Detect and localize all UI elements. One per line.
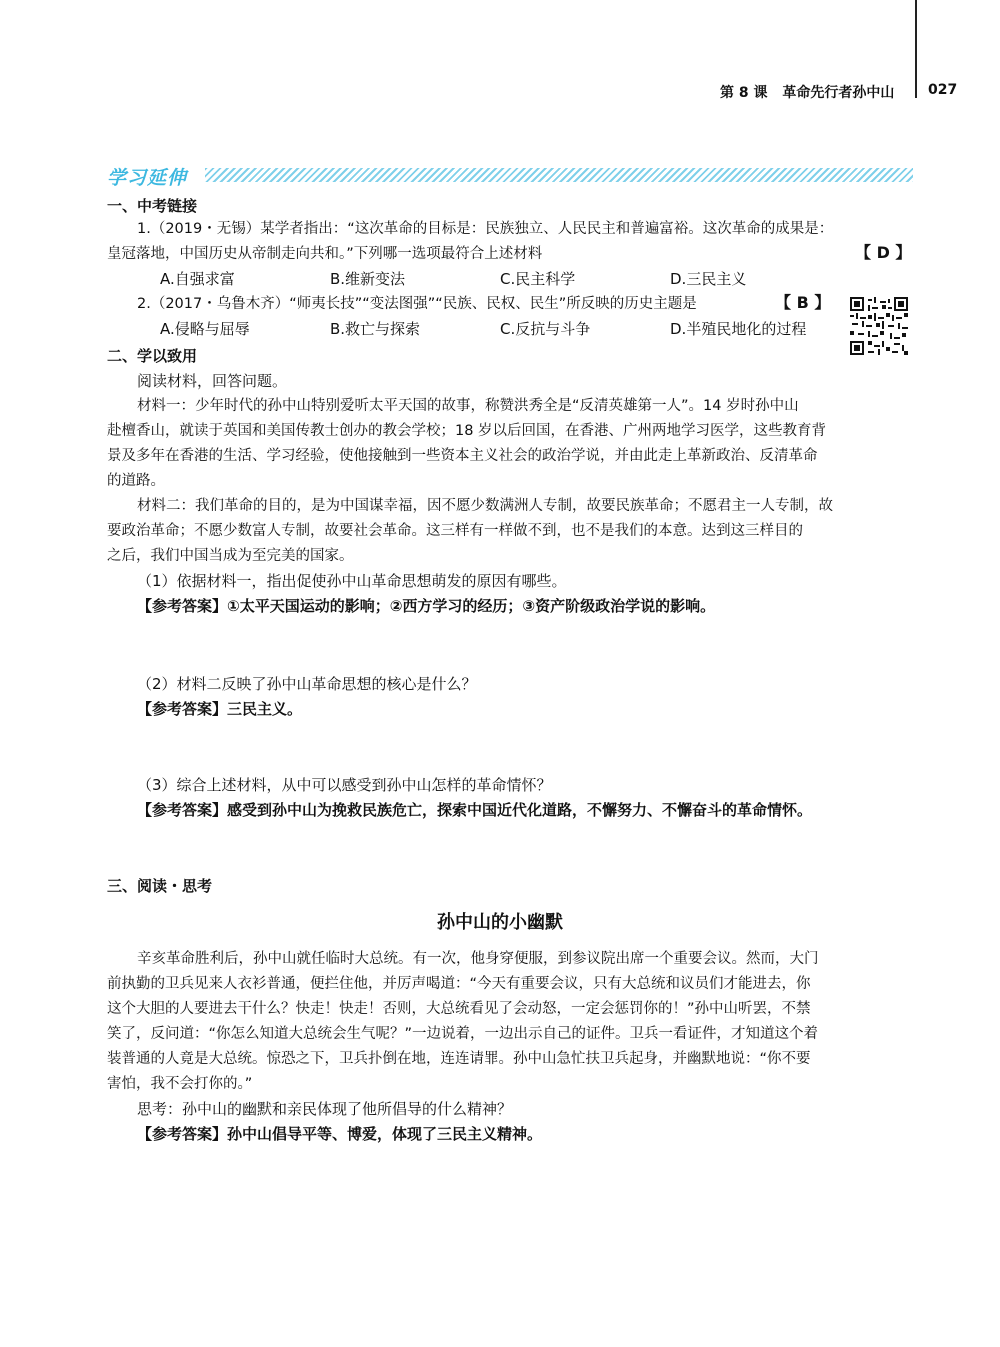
q1-option-d: D.三民主义 (670, 270, 747, 288)
answer-3: 【参考答案】感受到孙中山为挽救民族危亡，探索中国近代化道路，不懈努力、不懈奋斗的革命情怀。 (137, 801, 813, 819)
lesson-number: 第 8 课 (720, 85, 768, 101)
story-line: 前执勤的卫兵见来人衣衫普通，便拦住他，并厉声喝道：“今天有重要会议，只有大总统和议员们才能进去，你 (107, 976, 811, 992)
story-title: 孙中山的小幽默 (437, 912, 563, 933)
q2-option-a: A.侵略与屈辱 (160, 320, 250, 338)
q2-option-c: C.反抗与斗争 (500, 320, 591, 338)
material1-line: 景及多年在香港的生活、学习经验，使他接触到一些资本主义社会的政治学说，并由此走上革新政治、反清革命 (107, 448, 818, 464)
section-title: 学习延伸 (107, 167, 188, 189)
part2-heading: 二、学以致用 (107, 347, 198, 365)
material2-line: 要政治革命；不愿少数富人专制，故要社会革命。这三样有一样做不到，也不是我们的本意。达到这三样目的 (107, 523, 803, 539)
question-2: （2）材料二反映了孙中山革命思想的核心是什么？ (137, 675, 477, 693)
section-title-stripes (205, 168, 913, 182)
q2-option-d: D.半殖民地化的过程 (670, 320, 807, 338)
page-number: 027 (928, 82, 958, 98)
part1-heading: 一、中考链接 (107, 197, 198, 215)
material2-line: 材料二：我们革命的目的，是为中国谋幸福，因不愿少数满洲人专制，故要民族革命；不愿君主一人专制，故 (137, 498, 833, 514)
q2-line1: 2.（2017・乌鲁木齐）“师夷长技”“变法图强”“民族、民权、民生”所反映的历史主题是 (137, 296, 697, 312)
story-line: 笑了，反问道：“你怎么知道大总统会生气呢？”一边说着，一边出示自己的证件。卫兵一看证件，才知道这个着 (107, 1026, 819, 1042)
part3-heading: 三、阅读・思考 (107, 877, 213, 895)
part2-intro: 阅读材料，回答问题。 (137, 372, 288, 390)
qr-code-icon (850, 297, 908, 355)
story-line: 害怕，我不会打你的。” (107, 1076, 253, 1092)
answer-1: 【参考答案】①太平天国运动的影响；②西方学习的经历；③资产阶级政治学说的影响。 (137, 597, 716, 615)
material1-line: 的道路。 (107, 473, 165, 489)
q1-option-b: B.维新变法 (330, 270, 406, 288)
q1-line1: 1.（2019・无锡）某学者指出：“这次革命的目标是：民族独立、人民民主和普遍富裕。这次革命的成果是： (137, 221, 834, 237)
material1-line: 材料一：少年时代的孙中山特别爱听太平天国的故事，称赞洪秀全是“反清英雄第一人”。14 岁时孙中山 (137, 398, 799, 414)
answer-2: 【参考答案】三民主义。 (137, 700, 303, 718)
story-line: 这个大胆的人要进去干什么？快走！快走！否则，大总统看见了会动怒，一定会惩罚你的！”孙中山听罢，不禁 (107, 1001, 811, 1017)
story-line: 装普通的人竟是大总统。惊恐之下，卫兵扑倒在地，连连请罪。孙中山急忙扶卫兵起身，并幽默地说：“你不要 (107, 1051, 811, 1067)
q1-answer: 【 D 】 (855, 243, 912, 262)
q1-option-a: A.自强求富 (160, 270, 235, 288)
running-header (720, 82, 894, 102)
reflection-answer: 【参考答案】孙中山倡导平等、博爱，体现了三民主义精神。 (137, 1125, 543, 1143)
material2-line: 之后，我们中国当成为至完美的国家。 (107, 548, 354, 564)
header-divider (915, 0, 917, 98)
question-3: （3）综合上述材料，从中可以感受到孙中山怎样的革命情怀？ (137, 776, 552, 794)
material1-line: 赴檀香山，就读于英国和美国传教士创办的教会学校；18 岁以后回国，在香港、广州两地学习医学，这些教育背 (107, 423, 827, 439)
lesson-title: 革命先行者孙中山 (782, 85, 895, 101)
reflection-question: 思考：孙中山的幽默和亲民体现了他所倡导的什么精神？ (137, 1100, 513, 1118)
q1-option-c: C.民主科学 (500, 270, 576, 288)
q2-option-b: B.救亡与探索 (330, 320, 421, 338)
q1-line2: 皇冠落地，中国历史从帝制走向共和。”下列哪一选项最符合上述材料 (107, 246, 543, 262)
question-1: （1）依据材料一，指出促使孙中山革命思想萌发的原因有哪些。 (137, 572, 567, 590)
q2-answer: 【 B 】 (775, 293, 831, 312)
story-line: 辛亥革命胜利后，孙中山就任临时大总统。有一次，他身穿便服，到参议院出席一个重要会议。然而，大门 (137, 951, 819, 967)
